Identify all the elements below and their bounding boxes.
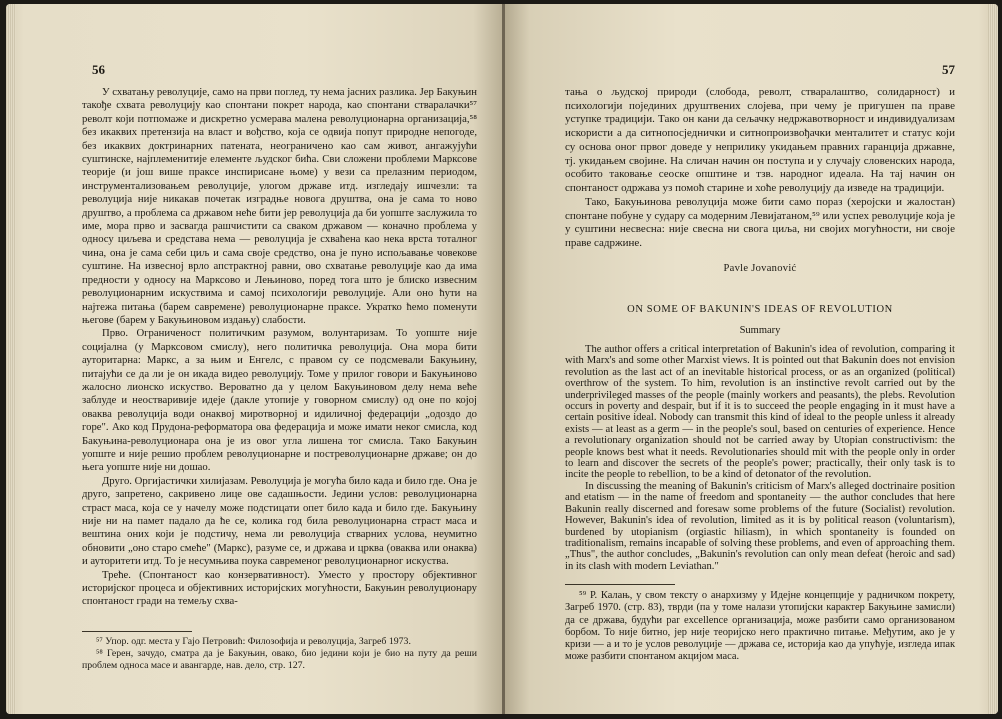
footnote: ⁵⁷ Упор. одг. места у Гајо Петровић: Филозофија и револуција, Загреб 1973. xyxy=(96,636,411,647)
paragraph: тања о људској природи (слобода, револт, стваралаштво, солидарност) и психологији појединих друштвених слојева, при чему је пригушен па праве уступке традицији. Тако он кани да сељачку недржавотворност и индивидуализам искористи а да ситнопосједнички и ситнопроизвођачки менталитет и статус који су основа оног првог доведе у неприлику укидањем правних гаранција државне, тј. укидањем својине. На сличан начин он поступа и у случају словенских народа, особито таковање сеоске општине и тзв. народног идеала. На тај начин он спонтаност одржава уз помоћ старине и хоће револуцију да изведе на традицији. xyxy=(565,86,955,195)
paragraph: In discussing the meaning of Bakunin's criticism of Marx's alleged doctrinaire position and etatism — in the name of freedom and spontaneity — the author concludes that here Bakunin really discerned and foresaw some problems of the future (Socialist) revolution. However, Bakunin's idea of revolution, limited as it is by political reason (voluntarism), burdened by utopianism (orgiastic hiliasm), in which spontaneity is founded on traditionalism, remains incapable of solving these problems, and even of approaching them. „Thus", the author concludes, „Bakunin's revolution can only mean defeat (heroic and sad) in its clash with modern Leviathan." xyxy=(565,480,955,572)
right-page xyxy=(505,4,998,714)
paragraph: Треће. (Спонтаност као конзервативност). Уместо у простору објективног историјског процеса и објективних историјских могућности, Бакуњин револуционару спонтаност гради на темељу схва- xyxy=(82,568,477,608)
english-summary xyxy=(565,344,955,572)
left-page-body xyxy=(82,86,477,609)
right-footnotes xyxy=(565,584,955,664)
footnote-rule xyxy=(565,584,675,585)
paragraph: У схватању револуције, само на први поглед, ту нема јасних разлика. Јер Бакуњин такође схвата револуцију као спонтани покрет народа, као спонтани стваралачки⁵⁷ револт који потпомаже и дискретно усмерава малена револуционарна организација,⁵⁸ без икаквих претензија на власт и вођство, која се одвија попут природне непогоде, без икаквих доктринарних патената, неограничено као сам живот, ангажујући суштинске, најплеменитије елементе људског бића. Сви сложени проблеми Марксове теорије (и још више праксе инспирисане њоме) у вези са прелазним периодом, инструментализовањем револуције, улогом државе итд. изгледају ишчезли: та револуција није никакав почетак изградње новога друштва, она је сама то ново друштво, а проблема са државом неће бити јер револуција да би уопште заслужила то име, мора прво и засвагда рашчистити са сваком државом — коначно проблема у односу циљева и средстава нема — револуција је схваћена као нека врста тоталног чина, она је сама себи циљ и сама своје средство, она је пуно испољавање човекове суштине. На извесној врло апстрактној равни, ово схватање револуције као да има предности у односу на Марксово и Лењиново, поред тога што је блиско извесним револуционарним искуствима и самој психологији револуције. Али оно ћути на најтежа питања (барем савремене) револуционарне праксе. Укратко ћемо поменути његове (барем у Бакуњиновом издању) слабости. xyxy=(82,86,477,326)
open-book xyxy=(6,4,998,714)
footnote: ⁵⁹ Р. Калањ, у свом тексту о анархизму у Идејне концепције у радничком покрету, Загреб 1970. (стр. 83), тврди (па у томе налази утопијски карактер Бакуњине замисли) да се држава, будући par excellence организација, може разбити само организованом борбом. То није битно, јер није теоријско него практично питање. Међутим, ако је у кризи — а и то је услов револуције — држава се, историја као да упућује, изгледа ипак може разбити спонтаном акцијом маса. xyxy=(565,590,955,663)
paragraph: Друго. Оргијастички хилијазам. Револуција је могућа било када и било где. Она је друго, запретено, сакривено лице ове садашњости. Једини услов: револуционарна страст маса, која се у начелу може подстицати опет било када и било где. Бакуњину није ни на памет падало да ће се, колика год била револуционарна страст маса и вештина оних који је подстичу, нема ли револуција стварних услова, неумитно обновити „оно старо смеће" (Маркс), разуме се, и државa и црква (оваква или онаква) и ауторитети итд. То је несумњива поука савременог револуционарног искуства. xyxy=(82,474,477,568)
footnote-rule xyxy=(82,631,192,632)
left-page xyxy=(6,4,503,714)
summary-heading: Summary xyxy=(739,325,781,336)
page-number-left: 56 xyxy=(92,62,105,77)
left-footnotes xyxy=(82,631,477,672)
page-number-right: 57 xyxy=(942,62,955,77)
right-page-body xyxy=(565,86,955,251)
paragraph: Прво. Ограниченост политичким разумом, волунтаризам. То уопште није социјална (у Марксовом смислу), него политичка револуција. Она мора бити ауторитарна: Маркс, а за њим и Енгелс, с правом су се подсмевали Бакуњину, питајући се да ли је он икада видео револуцију. Томе у прилог говори и Бакуњиново жалосно лионско искуство. Вероватно да у целом Бакуњиновом делу нема веће заблуде и неостваривије идеје (дакле утопије у говорном смислу) од оне по којој оваква револуција води онаквој миротворној и идиличној федерацији „одоздо до горе". Ако код Прудона-реформатора ова федерација и може имати неког смисла, код Бакуњина-револуционара она је из овог угла лишена тог смисла. Тако Бакуњин уопште и није решио проблем револуционарне и постреволуционарне државе; он до њега уопште није ни дошао. xyxy=(82,327,477,474)
paragraph: Тако, Бакуњинова револуција може бити само пораз (херојски и жалостан) спонтане побуне у судару са модерним Левијатаном,⁵⁹ или успех револуције која је у суштини несвесна: није свесна ни свога циља, ни својих могућности, ни своје праве садржине. xyxy=(565,195,955,250)
page-edge-stack xyxy=(6,4,16,714)
summary-author: Pavle Jovanović xyxy=(723,263,797,274)
paragraph: The author offers a critical interpretation of Bakunin's idea of revolution, comparing it with Marx's and some other Marxist views. It is pointed out that Bakunin does not envision revolution as the last act of an inevitable historical process, or as an organized (political) overthrow of the system. To him, revolution is an instinctive revolt carried out by the underprivileged masses of the people (mainly workers and peasants), the plebs. Revolution occurs in poverty and despair, but if it is to succeed the people engaging in it must have a certain positive ideal. Nobody can transmit this kind of ideal to the people unless it already exists — at least as a germ — in the people's soul, based on centuries of experience. Hence a revolutionary organization should not be carried away by Utopian constructivism: the people knows best what it needs. Revolutionaries should mit with the people only in order to learn and discover the secrets of the people's power; practically, their only task is to incite the people to rebellion, to be a kind of detonator of the revolution. xyxy=(565,344,955,481)
summary-title: ON SOME OF BAKUNIN'S IDEAS OF REVOLUTION xyxy=(627,304,893,315)
page-edge-stack xyxy=(988,4,998,714)
footnote: ⁵⁸ Герен, зачудо, сматра да је Бакуњин, овако, био једини који је био на путу да реши проблем односа масе и авангарде, нав. дело, стр. 127. xyxy=(82,648,477,671)
